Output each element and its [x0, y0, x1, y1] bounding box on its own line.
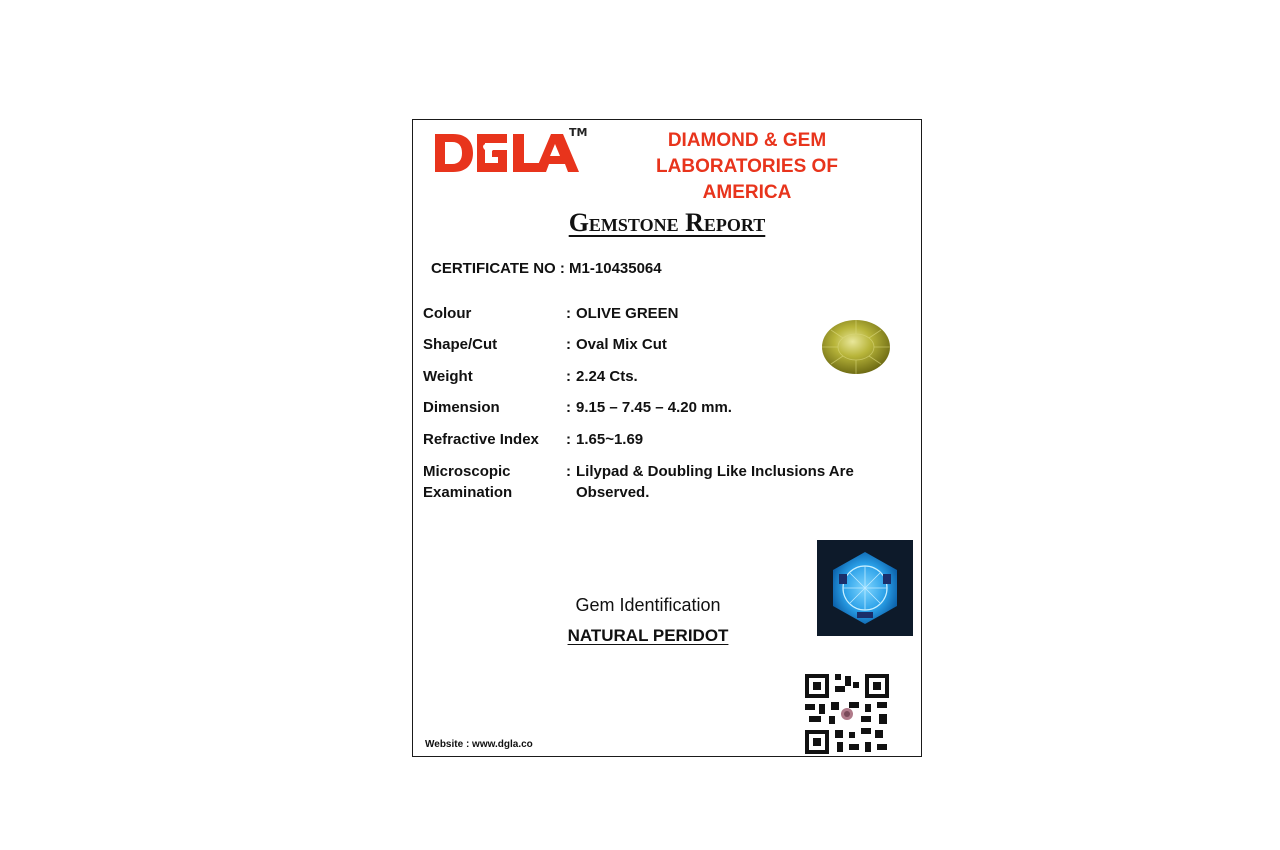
trademark-symbol: TM	[569, 126, 588, 139]
detail-value: Lilypad & Doubling Like Inclusions Are Observed.	[576, 463, 854, 501]
qr-code-icon[interactable]	[803, 672, 891, 756]
gem-identification-label: Gem Identification	[575, 595, 721, 615]
gemstone-photo-icon	[819, 318, 893, 378]
detail-label: Refractive Index	[423, 431, 539, 448]
detail-value: OLIVE GREEN	[576, 305, 679, 322]
lab-name-line1: DIAMOND & GEM	[667, 130, 827, 151]
certificate-number: CERTIFICATE NO : M1-10435064	[431, 260, 662, 277]
detail-label: Shape/Cut	[423, 336, 498, 353]
detail-label: Weight	[423, 368, 473, 385]
lab-name-line2: LABORATORIES OF AMERICA	[656, 156, 838, 203]
detail-value: 2.24 Cts.	[576, 368, 638, 385]
hologram-seal-icon	[817, 540, 913, 636]
dgla-logo	[433, 128, 583, 178]
report-title: Gemstone Report	[568, 208, 766, 237]
website-text: Website : www.dgla.co	[425, 739, 533, 750]
detail-value: 9.15 – 7.45 – 4.20 mm.	[576, 399, 732, 416]
detail-label: Colour	[423, 305, 472, 322]
detail-value: Oval Mix Cut	[576, 336, 667, 353]
detail-value: 1.65~1.69	[576, 431, 644, 448]
lab-name	[613, 128, 881, 206]
detail-label: Dimension	[423, 399, 500, 416]
detail-label: Microscopic Examination	[423, 463, 513, 501]
certificate-card: TM DIAMOND & GEM LABORATORIES OF AMERICA Gemstone Report CERTIFICATE NO : M1-10435064 Colour : OLIVE GREEN Shape/Cut : Oval Mix Cut Weight : 2.24 Cts. Dimension : 9.15 – 7.45 – 4.20 mm. Refractive Index : 1.65~1.69 Microscopic Examination : Lilypad & Doubling Like Inclusions Are Observed. Gem Identification NATURAL PERIDOT Website : www.dgla.co	[412, 119, 922, 757]
gem-identification-value: NATURAL PERIDOT	[567, 626, 729, 645]
